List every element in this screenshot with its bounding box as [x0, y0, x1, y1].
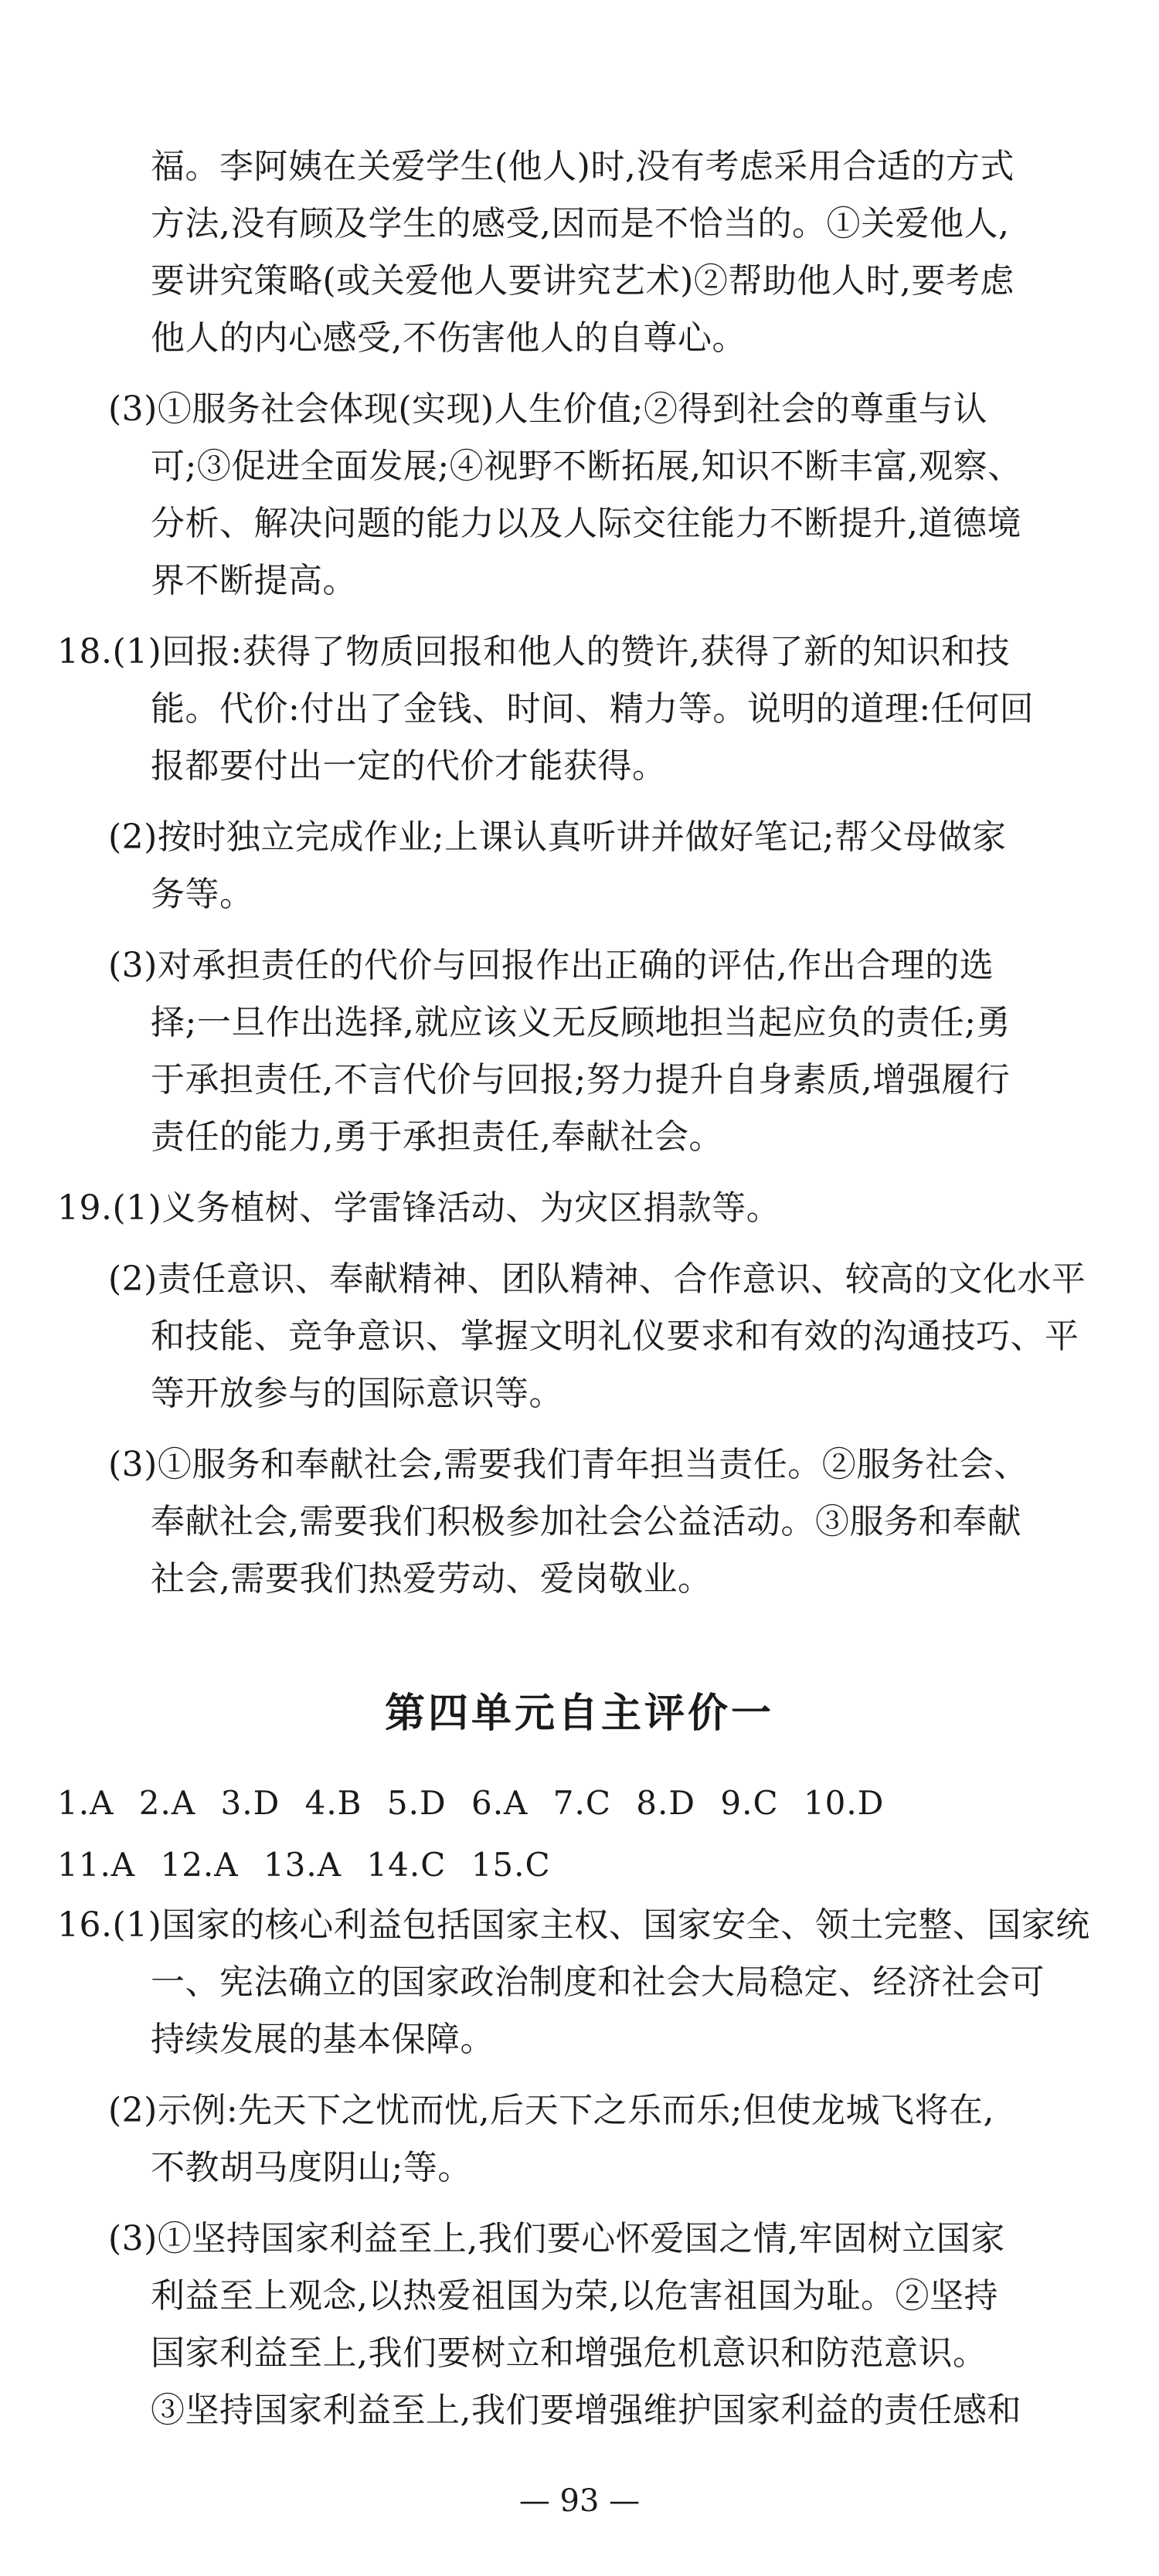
text-line: 能。代价:付出了金钱、时间、精力等。说明的道理:任何回	[151, 689, 1035, 729]
answer-line: 11.A 12.A 13.A 14.C 15.C	[57, 1846, 551, 1884]
page-number: — 93 —	[518, 2483, 641, 2519]
text-line: 报都要付出一定的代价才能获得。	[151, 746, 667, 786]
text-line: 持续发展的基本保障。	[151, 2020, 495, 2059]
text-line: 一、宪法确立的国家政治制度和社会大局稳定、经济社会可	[151, 1963, 1045, 2002]
answer-line: 1.A 2.A 3.D 4.B 5.D 6.A 7.C 8.D 9.C 10.D	[57, 1784, 885, 1822]
text-line: 方法,没有顾及学生的感受,因而是不恰当的。①关爱他人,	[151, 204, 1010, 243]
text-line: 16.(1)国家的核心利益包括国家主权、国家安全、领土完整、国家统	[57, 1905, 1090, 1945]
text-line: 可;③促进全面发展;④视野不断拓展,知识不断丰富,观察、	[151, 447, 1022, 486]
text-line: 18.(1)回报:获得了物质回报和他人的赞许,获得了新的知识和技	[57, 632, 1011, 671]
text-line: 不教胡马度阴山;等。	[151, 2148, 472, 2187]
text-line: (2)责任意识、奉献精神、团队精神、合作意识、较高的文化水平	[108, 1259, 1086, 1299]
text-line: 分析、解决问题的能力以及人际交往能力不断提升,道德境	[151, 504, 1021, 543]
text-line: 责任的能力,勇于承担责任,奉献社会。	[151, 1117, 723, 1157]
text-line: 务等。	[151, 875, 254, 914]
text-line: (3)对承担责任的代价与回报作出正确的评估,作出合理的选	[108, 946, 994, 985]
text-line: (3)①服务和奉献社会,需要我们青年担当责任。②服务社会、	[108, 1445, 1028, 1484]
text-line: 奉献社会,需要我们积极参加社会公益活动。③服务和奉献	[151, 1502, 1021, 1541]
text-line: (3)①坚持国家利益至上,我们要心怀爱国之情,牢固树立国家	[108, 2219, 1005, 2258]
text-line: 择;一旦作出选择,就应该义无反顾地担当起应负的责任;勇	[151, 1003, 1011, 1042]
text-line: 国家利益至上,我们要树立和增强危机意识和防范意识。	[151, 2333, 987, 2373]
text-line: 他人的内心感受,不伤害他人的自尊心。	[151, 318, 746, 358]
text-line: ③坚持国家利益至上,我们要增强维护国家利益的责任感和	[151, 2391, 1021, 2430]
text-line: 19.(1)义务植树、学雷锋活动、为灾区捐款等。	[57, 1188, 781, 1228]
text-line: 界不断提高。	[151, 561, 357, 600]
text-line: 利益至上观念,以热爱祖国为荣,以危害祖国为耻。②坚持	[151, 2276, 998, 2316]
text-line: 等开放参与的国际意识等。	[151, 1374, 563, 1413]
text-line: 和技能、竞争意识、掌握文明礼仪要求和有效的沟通技巧、平	[151, 1317, 1079, 1356]
text-line: 于承担责任,不言代价与回报;努力提升自身素质,增强履行	[151, 1060, 1011, 1099]
text-line: (2)示例:先天下之忧而忧,后天下之乐而乐;但使龙城飞将在,	[108, 2091, 994, 2130]
text-line: 福。李阿姨在关爱学生(他人)时,没有考虑采用合适的方式	[151, 147, 1015, 186]
text-line: 社会,需要我们热爱劳动、爱岗敬业。	[151, 1559, 712, 1599]
section-title: 第四单元自主评价一	[384, 1691, 774, 1737]
text-line: (3)①服务社会体现(实现)人生价值;②得到社会的尊重与认	[108, 389, 987, 429]
text-line: 要讲究策略(或关爱他人要讲究艺术)②帮助他人时,要考虑	[151, 261, 1015, 301]
text-line: (2)按时独立完成作业;上课认真听讲并做好笔记;帮父母做家	[108, 817, 1007, 857]
